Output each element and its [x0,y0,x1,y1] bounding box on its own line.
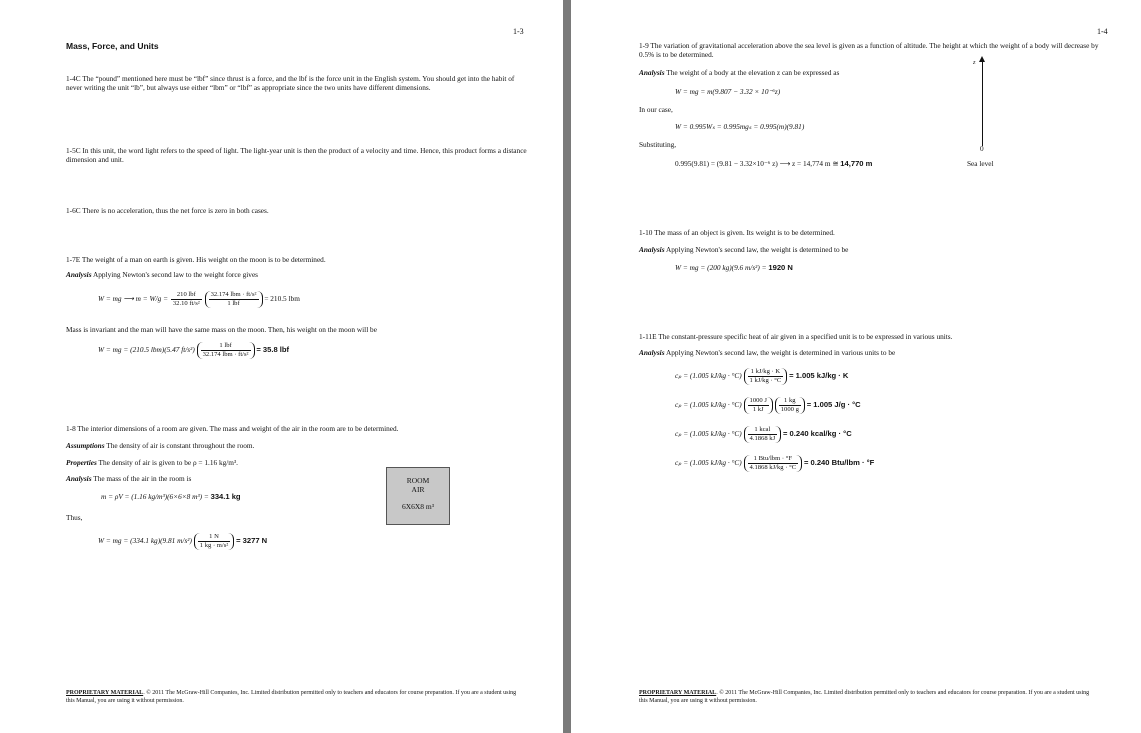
properties-label: Properties [66,458,97,467]
denominator: 4.1868 kJ [749,435,776,442]
problem-1-5c: 1-5C In this unit, the word light refers to the speed of light. The light-year unit is then the product of a velocity and time. Hence, this product forms a distance dimension and unit. [66,146,527,165]
paren-group [205,291,263,308]
numerator: 210 lbf [171,291,202,300]
paren-group [775,397,805,414]
equation-result: = 3277 N [236,536,268,546]
problem-1-8-properties [66,458,238,467]
thus-text: Thus, [66,513,83,522]
analysis-label: Analysis [66,270,92,279]
paren-group [744,426,782,443]
equation-result: 1920 N [768,263,793,272]
analysis-label: Analysis [66,474,92,483]
paren-group [194,533,235,550]
equation-result: = 0.240 Btu/lbm · °F [803,458,875,468]
zero-label: 0 [980,144,984,153]
equation-result: = 1.005 kJ/kg · K [789,371,849,381]
equation-lhs: W = mg = (210.5 lbm)(5.47 ft/s²) [98,345,195,355]
denominator: 1 kg · m/s² [199,542,229,549]
room-label: ROOM [406,476,430,485]
problem-1-10-intro: 1-10 The mass of an object is given. Its weight is to be determined. [639,228,835,237]
problem-1-11e-analysis [639,348,895,357]
paren-group [744,368,788,385]
equation-height [675,159,872,168]
denominator: 32.174 lbm · ft/s² [202,351,249,358]
numerator: 1 Btu/lbm · °F [748,455,799,464]
denominator: 1 kJ [752,406,764,413]
problem-1-4c: 1-4C The “pound” mentioned here must be “lbf” since thrust is a force, and the lbf is the force unit in the English system. You should get into the habit of never writing the unit “lb”, but always use either “lbm” or “lbf” as appropriate since the two units have different dimensions. [66,74,515,93]
paren-group [744,397,773,414]
footer-text: . © 2011 The McGraw-Hill Companies, Inc. Limited distribution permitted only to teachers and educators for course preparation. If you are a student using this Manual, you are using it without permission. [66,690,517,704]
numerator: 1 N [198,533,231,542]
paren-group [744,455,803,472]
equation-lhs: W = mg = (200 kg)(9.6 m/s²) = [675,263,767,272]
denominator: 4.1868 kJ/kg · °C [749,464,797,471]
page-number: 1-3 [513,27,524,36]
numerator: 32.174 lbm · ft/s² [210,291,257,298]
assumptions-text: The density of air is constant throughout the room. [106,441,255,450]
fraction [171,291,202,308]
equation-lhs: cₚ = (1.005 kJ/kg · °C) [675,429,742,439]
equation-result: = 0.240 kcal/kg · °C [783,429,852,439]
z-axis-label: z [973,59,976,66]
in-our-case-text: In our case, [639,105,673,114]
analysis-text: The mass of the air in the room is [93,474,192,483]
equation-air-mass [101,492,241,501]
problem-1-8-intro: 1-8 The interior dimensions of a room are given. The mass and weight of the air in the room are to be determined. [66,424,399,433]
analysis-label: Analysis [639,348,665,357]
equation-lhs: W = mg ⟶ m = W/g = [98,294,169,304]
properties-text: The density of air is given to be ρ = 1.16 kg/m³. [98,458,238,467]
assumptions-label: Assumptions [66,441,105,450]
numerator: 1 kg [779,397,801,406]
altitude-axis [982,58,983,146]
equation-cp-kj-k [675,368,848,385]
equation-mass-man [98,291,300,308]
numerator: 1 kJ/kg · K [748,368,784,377]
equation-lhs: cₚ = (1.005 kJ/kg · °C) [675,371,742,381]
problem-1-10-analysis [639,245,848,254]
analysis-text: Applying Newton's second law to the weight force gives [92,270,259,279]
equation-lhs: cₚ = (1.005 kJ/kg · °C) [675,458,742,468]
numerator: 1000 J [749,397,767,404]
analysis-label: Analysis [639,245,665,254]
paren-group [197,342,255,359]
equation-result: = 35.8 lbf [256,345,290,355]
analysis-label: Analysis [639,68,665,77]
problem-1-7e-intro: 1-7E The weight of a man on earth is given. His weight on the moon is to be determined. [66,255,326,264]
footer-text: . © 2011 The McGraw-Hill Companies, Inc. Limited distribution permitted only to teachers and educators for course preparation. If you are a student using this Manual, you are using it without permission. [639,690,1090,704]
denominator: 1 lbf [227,300,240,307]
numerator: 1 lbf [201,342,251,351]
problem-1-7e-analysis [66,270,258,279]
problem-1-11e-intro: 1-11E The constant-pressure specific heat of air given in a specified unit is to be expressed in various units. [639,332,953,341]
mass-invariant-text: Mass is invariant and the man will have the same mass on the moon. Then, his weight on the moon will be [66,325,377,334]
analysis-text: Applying Newton's second law, the weight is determined in various units to be [665,348,896,357]
equation-gravity: W = mg = m(9.807 − 3.32 × 10⁻⁶z) [675,87,781,96]
equation-result: = 210.5 lbm [264,294,300,304]
equation-weight-moon [98,342,289,359]
sea-level-label: Sea level [967,159,994,168]
equation-lhs: m = ρV = (1.16 kg/m³)(6×6×8 m³) = [101,492,209,501]
analysis-text: The weight of a body at the elevation z can be expressed as [666,68,840,77]
left-page [0,0,563,733]
equation-lhs: W = mg = (334.1 kg)(9.81 m/s²) [98,536,192,546]
right-page [571,0,1141,733]
equation-result: = 1.005 J/g · °C [806,400,861,410]
substituting-text: Substituting, [639,140,677,149]
problem-1-8-analysis [66,474,191,483]
equation-cp-j-g [675,397,861,414]
analysis-text: Applying Newton's second law, the weight is determined to be [665,245,849,254]
footer-label: PROPRIETARY MATERIAL [66,690,144,696]
section-title: Mass, Force, and Units [66,41,159,51]
equation-air-weight [98,533,267,550]
denominator: 1000 g [780,406,799,413]
numerator: 1 kcal [748,426,778,435]
problem-1-8-assumptions [66,441,254,450]
air-label: AIR [411,485,425,494]
equation-weight-ratio: W = 0.995Wₛ = 0.995mgₛ = 0.995(m)(9.81) [675,122,805,131]
page-number: 1-4 [1097,27,1108,36]
equation-object-weight [675,263,793,272]
room-diagram [386,467,450,525]
equation-lhs: 0.995(9.81) = (9.81 − 3.32×10⁻⁶ z) ⟶ z = 14,774 m ≅ [675,159,839,168]
equation-lhs: cₚ = (1.005 kJ/kg · °C) [675,400,742,410]
footer [66,690,526,705]
problem-1-9: 1-9 The variation of gravitational acceleration above the sea level is given as a function of altitude. The height at which the weight of a body will decrease by 0.5% is to be determined. [639,41,1099,60]
footer-label: PROPRIETARY MATERIAL [639,690,717,696]
denominator: 1 kJ/kg · °C [749,377,782,384]
denominator: 32.10 ft/s² [172,300,200,307]
footer [639,690,1099,705]
equation-cp-kcal [675,426,852,443]
equation-result: 334.1 kg [210,492,241,501]
problem-1-9-analysis [639,68,839,77]
room-dimensions: 6X6X8 m³ [401,502,435,511]
equation-cp-btu [675,455,874,472]
problem-1-6c: 1-6C There is no acceleration, thus the net force is zero in both cases. [66,206,269,215]
equation-result: 14,770 m [840,159,873,168]
